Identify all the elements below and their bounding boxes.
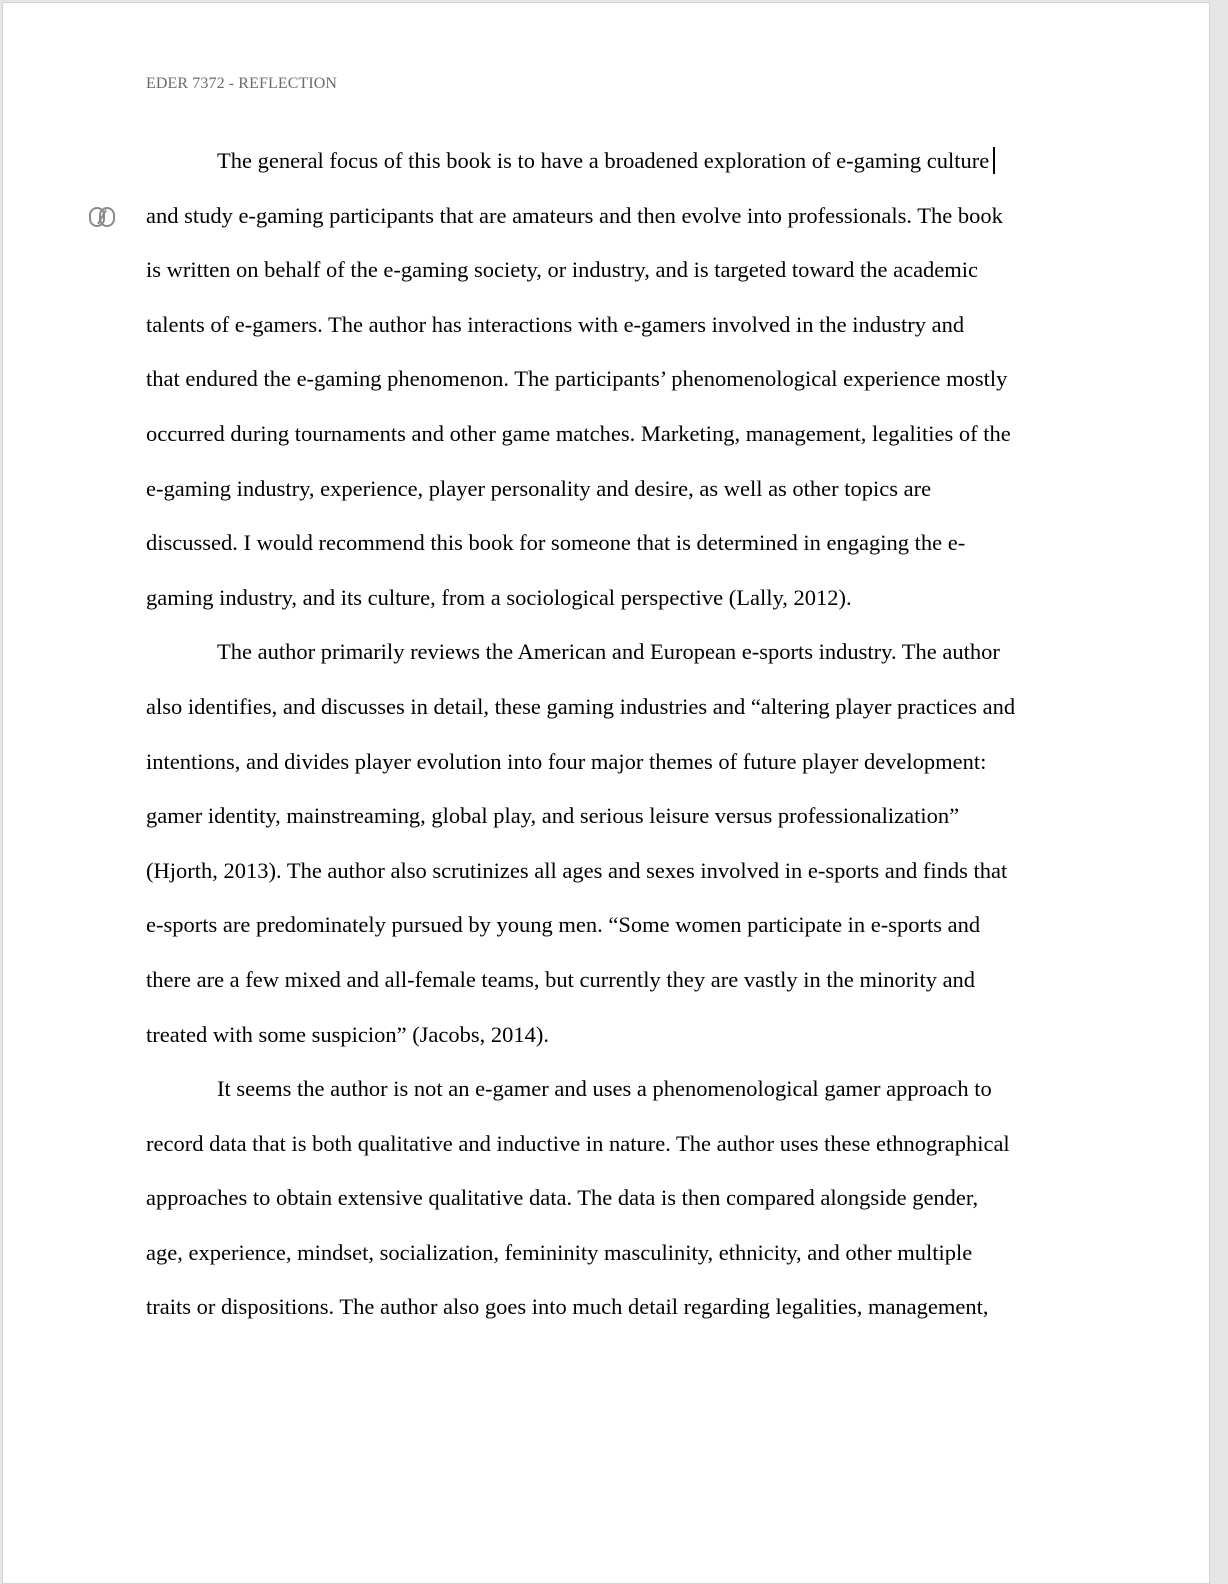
text-line: It seems the author is not an e-gamer and uses a phenomenological gamer approach to: [217, 1076, 992, 1102]
text-line: gamer identity, mainstreaming, global play, and serious leisure versus professionalization”: [146, 803, 960, 829]
text-line: is written on behalf of the e-gaming society, or industry, and is targeted toward the academic: [146, 257, 979, 283]
text-line: traits or dispositions. The author also goes into much detail regarding legalities, management,: [146, 1294, 989, 1320]
document-page[interactable]: [2, 2, 1210, 1584]
text-line: gaming industry, and its culture, from a sociological perspective (Lally, 2012).: [146, 584, 852, 610]
text-line: record data that is both qualitative and inductive in nature. The author uses these ethnographical: [146, 1130, 1010, 1156]
text-line: The author primarily reviews the American and European e-sports industry. The author: [217, 639, 1000, 665]
text-line: that endured the e-gaming phenomenon. The participants’ phenomenological experience mostly: [146, 366, 1008, 392]
text-line: e-gaming industry, experience, player personality and desire, as well as other topics are: [146, 475, 932, 501]
text-line: age, experience, mindset, socialization, femininity masculinity, ethnicity, and other multiple: [146, 1239, 973, 1265]
text-line: The general focus of this book is to have a broadened exploration of e-gaming culture: [146, 134, 1071, 189]
text-cursor: [993, 147, 995, 174]
text-line: e-sports are predominately pursued by young men. “Some women participate in e-sports and: [146, 912, 981, 938]
text-line: occurred during tournaments and other game matches. Marketing, management, legalities of the: [146, 420, 1011, 446]
text-line: discussed. I would recommend this book for someone that is determined in engaging the e-: [146, 530, 966, 556]
text-line: also identifies, and discusses in detail, these gaming industries and “altering player practices and: [146, 693, 1016, 719]
text-line: there are a few mixed and all-female teams, but currently they are vastly in the minority and: [146, 966, 976, 992]
text-line: approaches to obtain extensive qualitative data. The data is then compared alongside gender,: [146, 1185, 979, 1211]
text-line: (Hjorth, 2013). The author also scrutinizes all ages and sexes involved in e-sports and finds that: [146, 857, 1008, 883]
page-header: EDER 7372 - REFLECTION: [146, 75, 338, 92]
text-line: intentions, and divides player evolution into four major themes of future player development:: [146, 748, 987, 774]
text-line: and study e-gaming participants that are amateurs and then evolve into professionals. The book: [146, 202, 1003, 228]
copilot-icon[interactable]: [87, 202, 117, 232]
document-body[interactable]: [146, 134, 1071, 1335]
text-line: treated with some suspicion” (Jacobs, 2014).: [146, 1021, 550, 1047]
text-line: talents of e-gamers. The author has interactions with e-gamers involved in the industry and: [146, 311, 965, 337]
